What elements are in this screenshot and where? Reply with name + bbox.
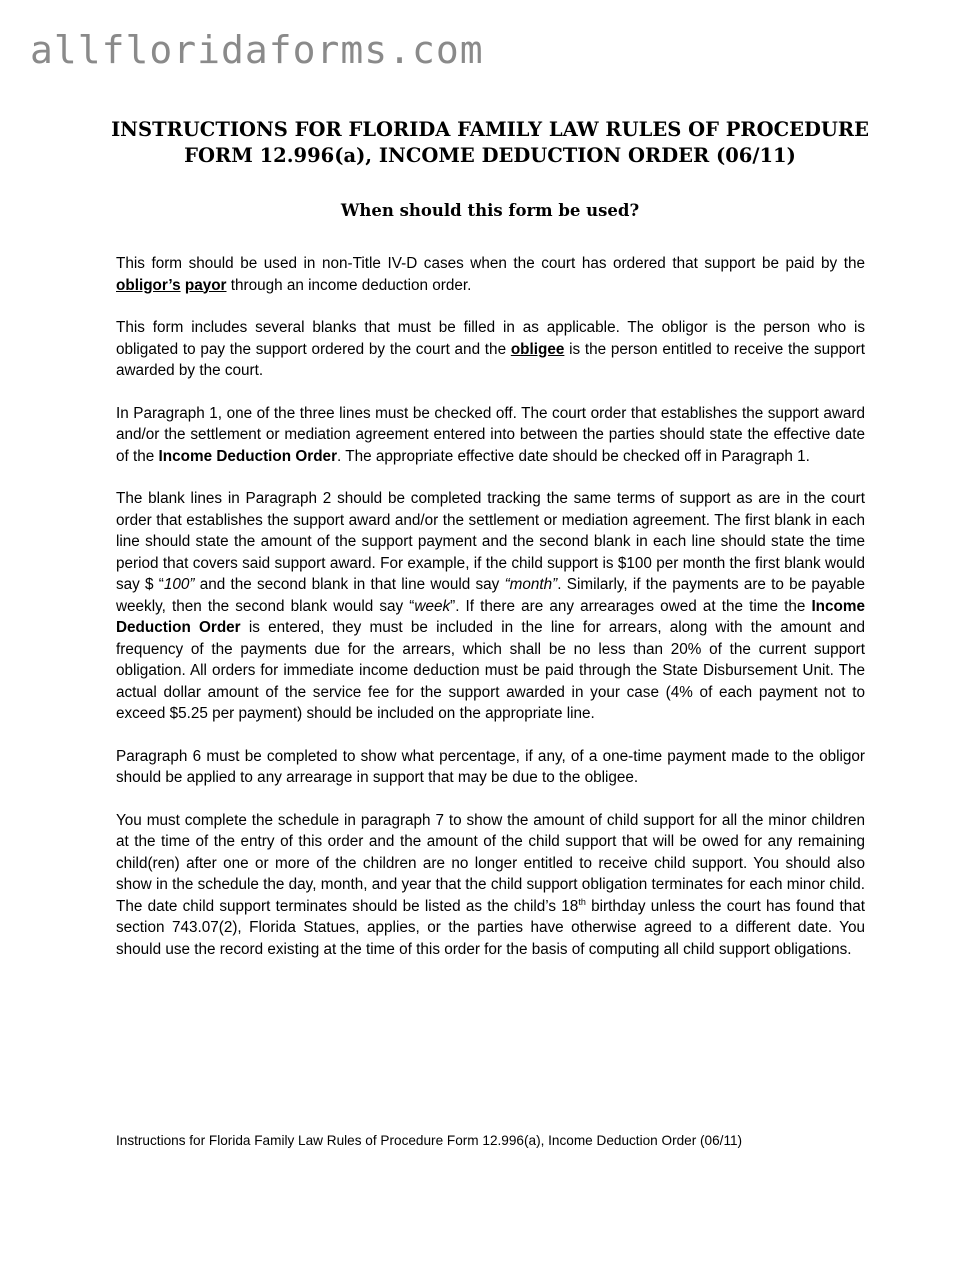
- instructions-body: [116, 253, 865, 981]
- paragraph-one-time-payment: Paragraph 6 must be completed to show what percentage, if any, of a one-time payment made to the obligor should be applied to any arrearage in support that may be due to the obligee.: [116, 747, 865, 786]
- section-heading: When should this form be used?: [340, 201, 640, 220]
- paragraph-effective-date: In Paragraph 1, one of the three lines must be checked off. The court order that establishes the support award and/or the settlement or mediation agreement entered into between the parties should state the effective date of the Income Deduction Order. The appropriate effective date should be checked off in Paragraph 1.: [116, 404, 865, 465]
- paragraph-usage: This form should be used in non-Title IV-D cases when the court has ordered that support be paid by the obligor’s payor through an income deduction order.: [116, 255, 865, 294]
- paragraph-support-terms: The blank lines in Paragraph 2 should be completed tracking the same terms of support as are in the court order that establishes the support award and/or the settlement or mediation agreement. The first blank in each line should state the amount of the support payment and the second blank in each line should state the time period that covers said support award. For example, if the child support is $100 per month the first blank would say $ “100” and the second blank in that line would say “month”. Similarly, if the payments are to be payable weekly, then the second blank would say “week”. If there are any arrearages owed at the time the Income Deduction Order is entered, they must be included in the line for arrears, along with the amount and frequency of the payments due for the arrears, which shall be no less than 20% of the current support obligation. All orders for immediate income deduction must be paid through the State Disbursement Unit. The actual dollar amount of the service fee for the support awarded in your case (4% of each payment not to exceed $5.25 per payment) should be included on the appropriate line.: [116, 490, 866, 722]
- paragraph-schedule: You must complete the schedule in paragraph 7 to show the amount of child support for all the minor children at the time of the entry of this order and the amount of the child support that will be owed for any remaining child(ren) after one or more of the children are no longer entitled to receive child support. You should also show in the schedule the day, month, and year that the child support obligation terminates for each minor child. The date child support terminates should be listed as the child’s 18th birthday unless the court has found that section 743.07(2), Florida Statues, applies, or the parties have otherwise agreed to a different date. You should use the record existing at the time of this order for the basis of computing all child support obligations.: [116, 811, 865, 958]
- term-payor: payor: [184, 276, 227, 294]
- term-income-deduction-order: Income Deduction Order: [158, 447, 338, 465]
- paragraph-definitions: This form includes several blanks that must be filled in as applicable. The obligor is the person who is obligated to pay the support ordered by the court and the obligee is the person entitled to receive the support awarded by the court.: [116, 319, 865, 379]
- term-obligors: obligor’s: [116, 276, 181, 294]
- site-watermark: allfloridaforms.com: [30, 28, 484, 72]
- page-footer: Instructions for Florida Family Law Rules of Procedure Form 12.996(a), Income Deduction Order (06/11): [116, 1133, 743, 1148]
- term-obligee: obligee: [510, 340, 565, 358]
- term-income-deduction-order: Income Deduction Order: [116, 597, 865, 636]
- page-title: INSTRUCTIONS FOR FLORIDA FAMILY LAW RULES OF PROCEDURE FORM 12.996(a), INCOME DEDUCTION ORDER (06/11): [111, 118, 869, 167]
